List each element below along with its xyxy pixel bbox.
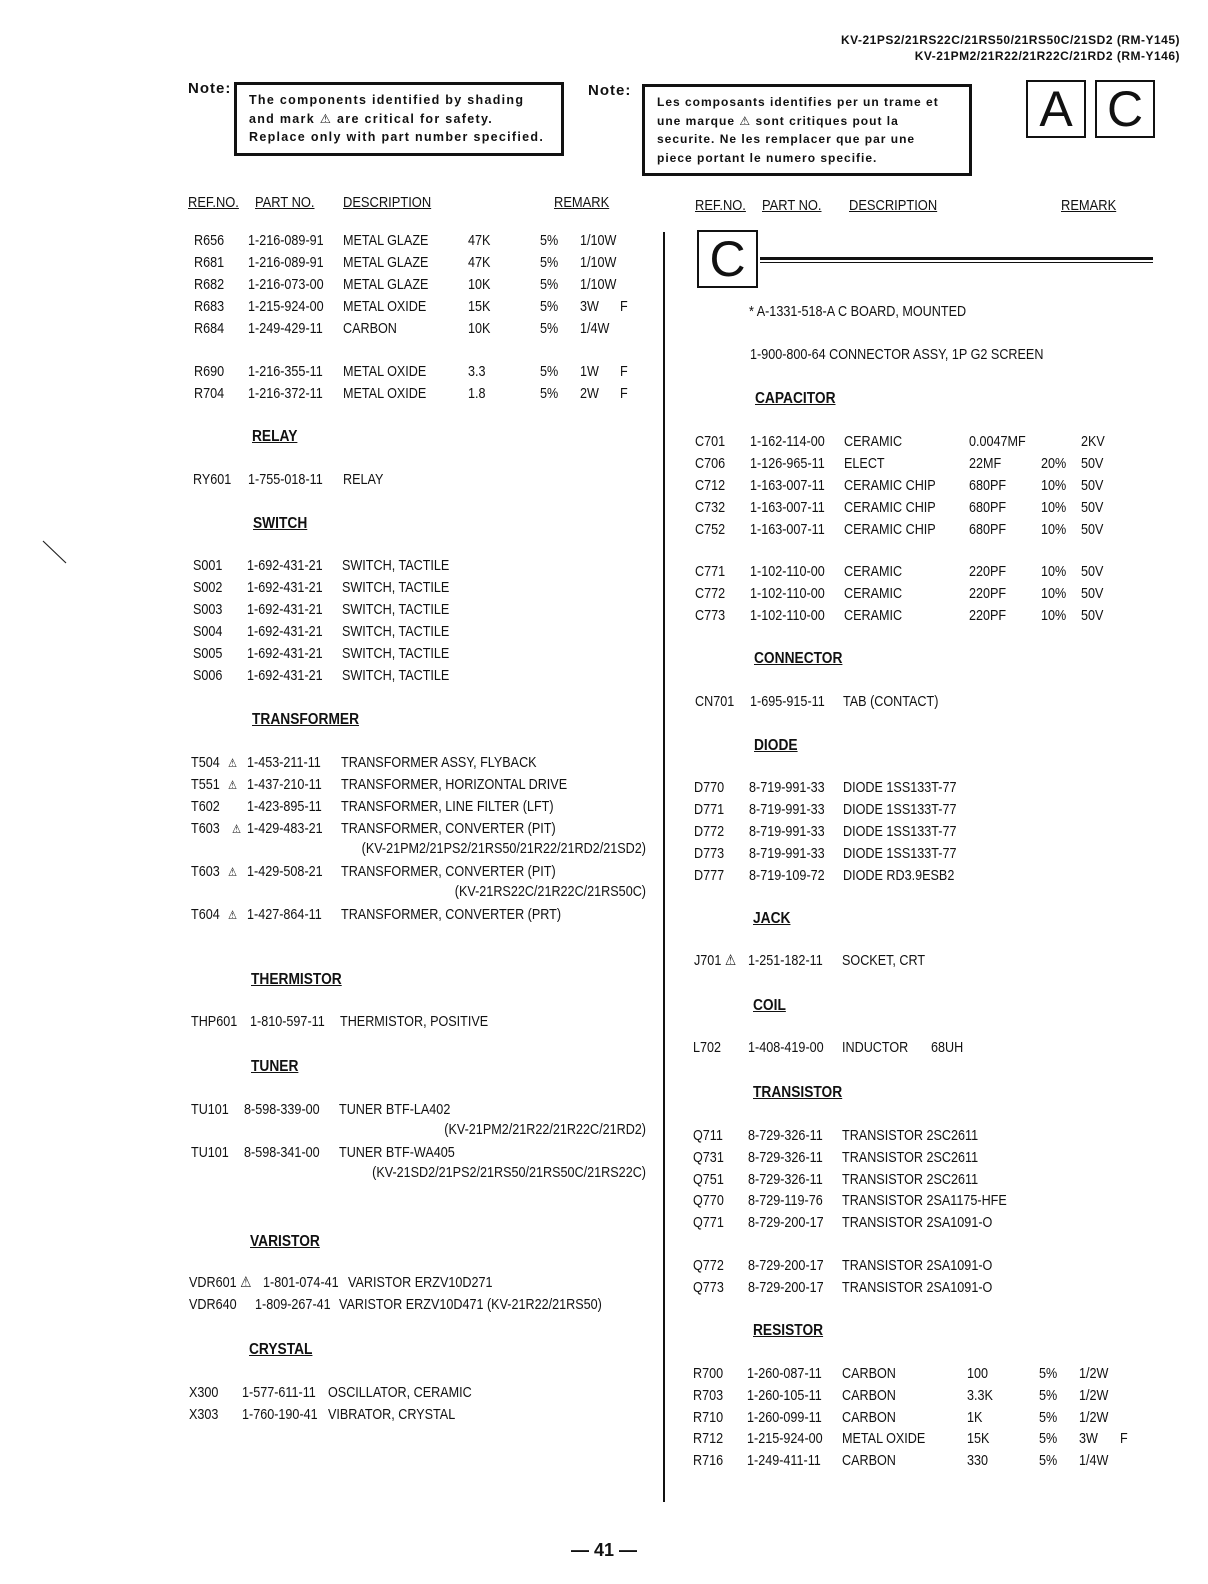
table-row: R712 1-215-924-00 METAL OXIDE 15K 5% 3W F xyxy=(693,1430,1128,1447)
section-title-thermistor: THERMISTOR xyxy=(251,971,342,988)
table-row: C732 1-163-007-11 CERAMIC CHIP 680PF 10% 50V xyxy=(695,499,1104,516)
table-row: R690 1-216-355-11 METAL OXIDE 3.3 5% 1W F xyxy=(194,363,628,380)
note-label-fr: Note: xyxy=(588,82,632,99)
table-row: J701 ⚠ 1-251-182-11 SOCKET, CRT xyxy=(694,952,926,969)
table-row: VDR601 ⚠ 1-801-074-41 VARISTOR ERZV10D271 xyxy=(189,1274,493,1291)
caution-icon: ⚠ xyxy=(228,908,238,922)
table-row: R683 1-215-924-00 METAL OXIDE 15K 5% 3W F xyxy=(194,298,628,315)
model-note: (KV-21PM2/21PS2/21RS50/21R22/21RD2/21SD2) xyxy=(361,840,646,857)
table-row: TU101 8-598-341-00 TUNER BTF-WA405 xyxy=(191,1144,455,1161)
table-row: T551 ⚠ 1-437-210-11 TRANSFORMER, HORIZONTAL DRIVE xyxy=(0,774,660,796)
safety-note-en: The components identified by shading and mark ⚠ are critical for safety. Replace only with part number specified. xyxy=(234,82,564,156)
table-row: VDR640 1-809-267-41 VARISTOR ERZV10D471 (KV-21R22/21RS50) xyxy=(189,1296,602,1313)
section-title-coil: COIL xyxy=(753,997,786,1014)
table-row: X303 1-760-190-41 VIBRATOR, CRYSTAL xyxy=(189,1406,456,1423)
table-row: C701 1-162-114-00 CERAMIC 0.0047MF 2KV xyxy=(695,433,1105,450)
model-list xyxy=(841,32,1180,64)
section-title-capacitor: CAPACITOR xyxy=(755,390,836,407)
table-row: S005 1-692-431-21 SWITCH, TACTILE xyxy=(193,645,450,662)
table-row: S002 1-692-431-21 SWITCH, TACTILE xyxy=(193,579,450,596)
col-ref-left: REF.NO. xyxy=(188,194,239,211)
table-row: T603 ⚠ 1-429-483-21 TRANSFORMER, CONVERTER (PIT) xyxy=(0,818,660,840)
table-row: S003 1-692-431-21 SWITCH, TACTILE xyxy=(193,601,450,618)
table-row: T504 ⚠ 1-453-211-11 TRANSFORMER ASSY, FLYBACK xyxy=(0,752,660,774)
section-title-jack: JACK xyxy=(753,910,791,927)
table-row: C771 1-102-110-00 CERAMIC 220PF 10% 50V xyxy=(695,563,1104,580)
col-part-left: PART NO. xyxy=(255,194,315,211)
section-title-resistor: RESISTOR xyxy=(753,1322,824,1339)
section-title-switch: SWITCH xyxy=(253,515,308,532)
section-rule-thin xyxy=(760,262,1153,263)
table-row: T602 1-423-895-11 TRANSFORMER, LINE FILTER (LFT) xyxy=(191,798,554,815)
table-row: R656 1-216-089-91 METAL GLAZE 47K 5% 1/10W xyxy=(194,232,617,249)
table-row: S004 1-692-431-21 SWITCH, TACTILE xyxy=(193,623,450,640)
table-row: Q751 8-729-326-11 TRANSISTOR 2SC2611 xyxy=(693,1171,979,1188)
model-line-1: KV-21PS2/21RS22C/21RS50/21RS50C/21SD2 (RM-Y145) xyxy=(841,33,1180,47)
table-row: D777 8-719-109-72 DIODE RD3.9ESB2 xyxy=(694,867,955,884)
scan-mark xyxy=(40,538,70,568)
table-row: CN701 1-695-915-11 TAB (CONTACT) xyxy=(695,693,939,710)
table-row: S006 1-692-431-21 SWITCH, TACTILE xyxy=(193,667,450,684)
model-note: (KV-21SD2/21PS2/21RS50/21RS50C/21RS22C) xyxy=(372,1164,646,1181)
caution-icon: ⚠ xyxy=(232,822,242,836)
col-desc-right: DESCRIPTION xyxy=(849,197,938,214)
board-c-marker: C xyxy=(697,230,758,288)
table-row: R704 1-216-372-11 METAL OXIDE 1.8 5% 2W F xyxy=(194,385,628,402)
table-row: RY601 1-755-018-11 RELAY xyxy=(193,471,384,488)
section-title-tuner: TUNER xyxy=(251,1058,299,1075)
col-remark-left: REMARK xyxy=(554,194,610,211)
section-title-relay: RELAY xyxy=(252,428,298,445)
table-row: Q773 8-729-200-17 TRANSISTOR 2SA1091-O xyxy=(693,1279,993,1296)
page-number: — 41 — xyxy=(570,1540,638,1560)
table-row: D773 8-719-991-33 DIODE 1SS133T-77 xyxy=(694,845,957,862)
table-row: X300 1-577-611-11 OSCILLATOR, CERAMIC xyxy=(189,1384,472,1401)
caution-icon: ⚠ xyxy=(228,756,238,770)
section-title-transformer: TRANSFORMER xyxy=(252,711,360,728)
note-label-en: Note: xyxy=(188,80,232,97)
table-row: T604 ⚠ 1-427-864-11 TRANSFORMER, CONVERTER (PRT) xyxy=(0,904,660,926)
table-row: R710 1-260-099-11 CARBON 1K 5% 1/2W xyxy=(693,1409,1109,1426)
table-row: R681 1-216-089-91 METAL GLAZE 47K 5% 1/10W xyxy=(194,254,617,271)
table-row: Q731 8-729-326-11 TRANSISTOR 2SC2611 xyxy=(693,1149,979,1166)
table-row: C752 1-163-007-11 CERAMIC CHIP 680PF 10% 50V xyxy=(695,521,1104,538)
table-row: R716 1-249-411-11 CARBON 330 5% 1/4W xyxy=(693,1452,1109,1469)
table-row: Q770 8-729-119-76 TRANSISTOR 2SA1175-HFE xyxy=(693,1192,1007,1209)
section-rule xyxy=(760,257,1153,260)
table-row: C712 1-163-007-11 CERAMIC CHIP 680PF 10% 50V xyxy=(695,477,1104,494)
table-row: R682 1-216-073-00 METAL GLAZE 10K 5% 1/10W xyxy=(194,276,617,293)
model-note: (KV-21PM2/21R22/21R22C/21RD2) xyxy=(444,1121,646,1138)
table-row: R684 1-249-429-11 CARBON 10K 5% 1/4W xyxy=(194,320,610,337)
col-remark-right: REMARK xyxy=(1061,197,1117,214)
model-note: (KV-21RS22C/21R22C/21RS50C) xyxy=(454,883,646,900)
col-desc-left: DESCRIPTION xyxy=(343,194,432,211)
col-part-right: PART NO. xyxy=(762,197,822,214)
caution-icon: ⚠ xyxy=(228,865,238,879)
table-row: L702 1-408-419-00 INDUCTOR 68UH xyxy=(693,1039,964,1056)
safety-note-fr: Les composants identifies per un trame et une marque ⚠ sont critiques pout la securite. Ne les remplacer que par une piece portant le numero specifie. xyxy=(642,84,972,176)
section-title-transistor: TRANSISTOR xyxy=(753,1084,843,1101)
section-title-crystal: CRYSTAL xyxy=(249,1341,313,1358)
caution-icon: ⚠ xyxy=(228,778,238,792)
table-row: D770 8-719-991-33 DIODE 1SS133T-77 xyxy=(694,779,957,796)
board-a-box: A xyxy=(1026,80,1086,138)
connector-assy-line: 1-900-800-64 CONNECTOR ASSY, 1P G2 SCREEN xyxy=(750,346,1044,363)
table-row: C772 1-102-110-00 CERAMIC 220PF 10% 50V xyxy=(695,585,1104,602)
table-row: R700 1-260-087-11 CARBON 100 5% 1/2W xyxy=(693,1365,1109,1382)
table-row: THP601 1-810-597-11 THERMISTOR, POSITIVE xyxy=(191,1013,489,1030)
board-mounted-line: * A-1331-518-A C BOARD, MOUNTED xyxy=(749,303,967,320)
table-row: R703 1-260-105-11 CARBON 3.3K 5% 1/2W xyxy=(693,1387,1109,1404)
table-row: Q772 8-729-200-17 TRANSISTOR 2SA1091-O xyxy=(693,1257,993,1274)
board-c-box: C xyxy=(1095,80,1155,138)
table-row: C773 1-102-110-00 CERAMIC 220PF 10% 50V xyxy=(695,607,1104,624)
col-ref-right: REF.NO. xyxy=(695,197,746,214)
section-title-varistor: VARISTOR xyxy=(250,1233,320,1250)
table-row: Q771 8-729-200-17 TRANSISTOR 2SA1091-O xyxy=(693,1214,993,1231)
table-row: C706 1-126-965-11 ELECT 22MF 20% 50V xyxy=(695,455,1104,472)
section-title-diode: DIODE xyxy=(754,737,798,754)
table-row: T603 ⚠ 1-429-508-21 TRANSFORMER, CONVERTER (PIT) xyxy=(0,861,660,883)
table-row: TU101 8-598-339-00 TUNER BTF-LA402 xyxy=(191,1101,451,1118)
table-row: D772 8-719-991-33 DIODE 1SS133T-77 xyxy=(694,823,957,840)
table-row: D771 8-719-991-33 DIODE 1SS133T-77 xyxy=(694,801,957,818)
section-title-connector: CONNECTOR xyxy=(754,650,843,667)
table-row: S001 1-692-431-21 SWITCH, TACTILE xyxy=(193,557,450,574)
table-row: Q711 8-729-326-11 TRANSISTOR 2SC2611 xyxy=(693,1127,979,1144)
model-line-2: KV-21PM2/21R22/21R22C/21RD2 (RM-Y146) xyxy=(914,49,1180,63)
